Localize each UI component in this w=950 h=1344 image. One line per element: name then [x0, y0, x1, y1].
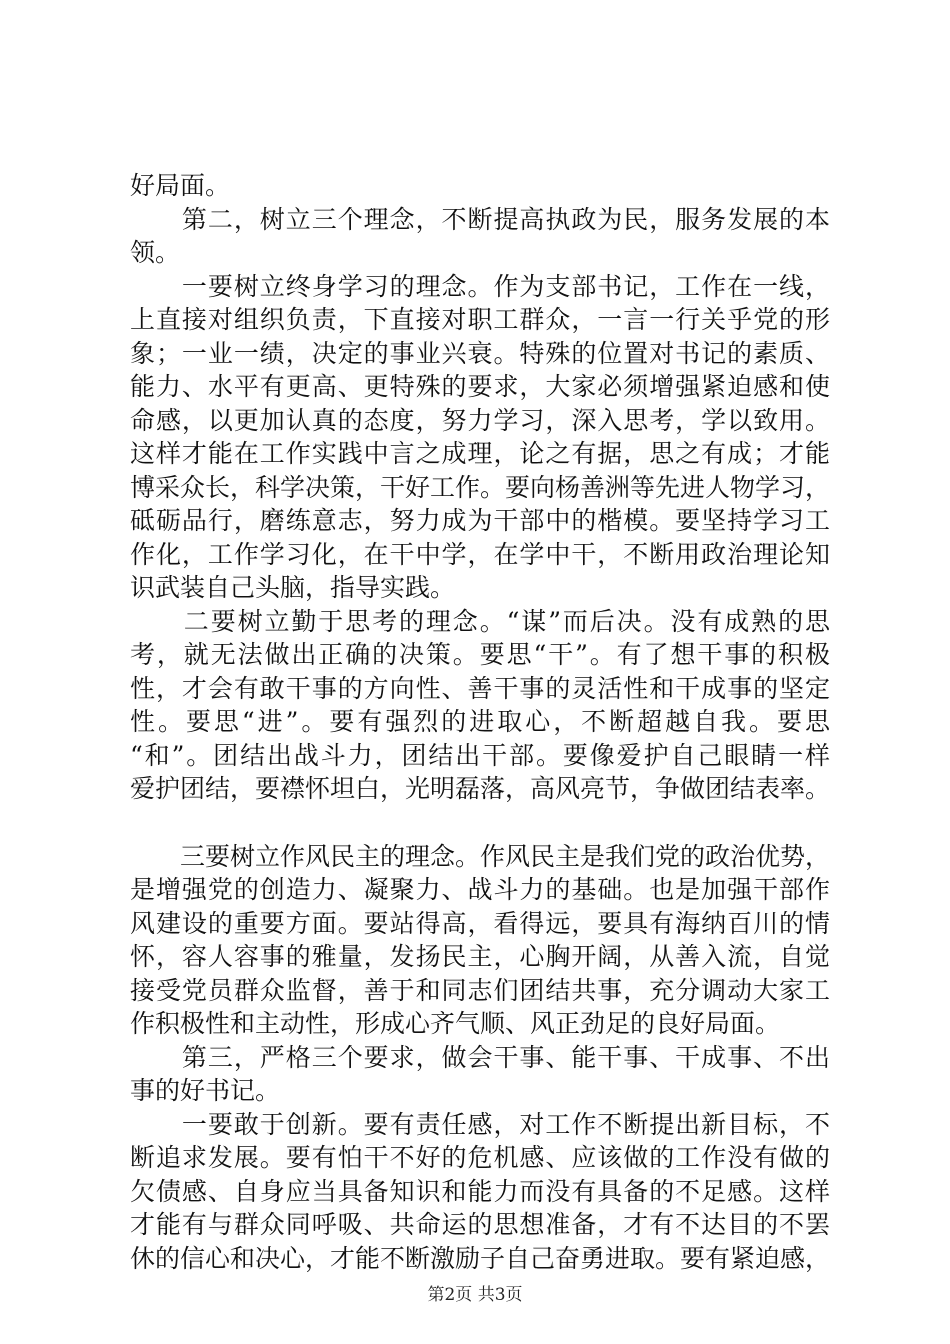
text-line: 事的好书记。: [130, 1076, 281, 1105]
text-line: 欠债感、自身应当具备知识和能力而没有具备的不足感。这样: [130, 1177, 830, 1206]
text-line: 作化，工作学习化，在干中学，在学中干，不断用政治理论知: [130, 540, 830, 569]
text-line: 一要树立终身学习的理念。作为支部书记，工作在一线，: [130, 272, 830, 301]
text-line: 领。: [130, 238, 181, 267]
text-line: 爱护团结，要襟怀坦白，光明磊落，高风亮节，争做团结表率。: [130, 774, 831, 803]
text-line: 三要树立作风民主的理念。作风民主是我们党的政治优势，: [130, 842, 831, 871]
text-line: 象；一业一绩，决定的事业兴衰。特殊的位置对书记的素质、: [130, 339, 830, 368]
text-line: 风建设的重要方面。要站得高，看得远，要具有海纳百川的情: [130, 909, 830, 938]
text-line: 这样才能在工作实践中言之成理，论之有据，思之有成；才能: [130, 439, 830, 468]
text-line: 上直接对组织负责，下直接对职工群众，一言一行关乎党的形: [130, 305, 830, 334]
text-line: 接受党员群众监督，善于和同志们团结共事，充分调动大家工: [130, 976, 830, 1005]
text-line: 识武装自己头脑，指导实践。: [130, 573, 456, 602]
text-line: 能力、水平有更高、更特殊的要求，大家必须增强紧迫感和使: [130, 372, 830, 401]
text-line: 第二，树立三个理念，不断提高执政为民，服务发展的本: [130, 205, 830, 234]
text-line: 第三，严格三个要求，做会干事、能干事、干成事、不出: [130, 1043, 830, 1072]
text-line: 是增强党的创造力、凝聚力、战斗力的基础。也是加强干部作: [130, 875, 830, 904]
text-line: 好局面。: [130, 171, 231, 200]
text-line: 怀，容人容事的雅量，发扬民主，心胸开阔，从善入流，自觉: [130, 942, 830, 971]
page-footer: 第2页 共3页: [427, 1285, 523, 1305]
text-line: 二要树立勤于思考的理念。“谋”而后决。没有成熟的思: [130, 607, 830, 636]
text-line: 性。要思“进”。要有强烈的进取心，不断超越自我。要思: [130, 707, 830, 736]
text-line: 性，才会有敢干事的方向性、善干事的灵活性和干成事的坚定: [130, 674, 830, 703]
text-line: 一要敢于创新。要有责任感，对工作不断提出新目标，不: [130, 1110, 830, 1139]
text-line: 命感，以更加认真的态度，努力学习，深入思考，学以致用。: [130, 406, 830, 435]
text-line: 考，就无法做出正确的决策。要思“干”。有了想干事的积极: [130, 640, 830, 669]
text-line: “和”。团结出战斗力，团结出干部。要像爱护自己眼睛一样: [130, 741, 830, 770]
text-line: 博采众长，科学决策，干好工作。要向杨善洲等先进人物学习，: [130, 473, 831, 502]
text-line: 断追求发展。要有怕干不好的危机感、应该做的工作没有做的: [130, 1143, 830, 1172]
text-line: 砥砺品行，磨练意志，努力成为干部中的楷模。要坚持学习工: [130, 506, 830, 535]
text-line: 才能有与群众同呼吸、共命运的思想准备，才有不达目的不罢: [130, 1210, 830, 1239]
text-line: 休的信心和决心，才能不断激励子自己奋勇进取。要有紧迫感，: [130, 1244, 831, 1273]
text-line: 作积极性和主动性，形成心齐气顺、风正劲足的良好局面。: [130, 1009, 781, 1038]
